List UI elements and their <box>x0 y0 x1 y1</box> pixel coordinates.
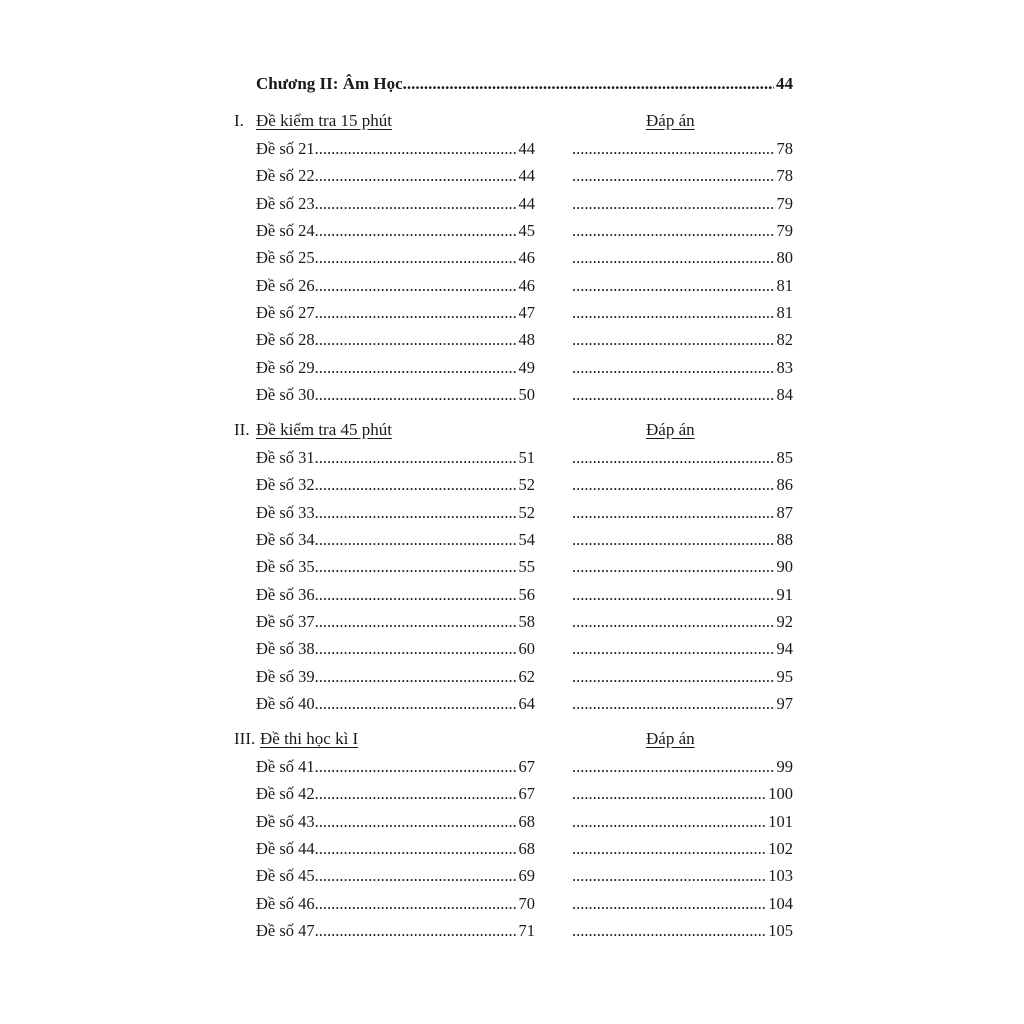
entry-page: 51 <box>518 448 535 467</box>
entry-label: Đề số 38 <box>256 639 315 659</box>
entry-label: Đề số 22 <box>256 166 315 186</box>
entry-label: Đề số 40 <box>256 694 315 714</box>
dot-leader <box>315 639 517 659</box>
dot-leader <box>315 812 517 832</box>
entry-page: 56 <box>518 584 535 604</box>
answer-entry[interactable] <box>572 921 793 947</box>
entry-label: Đề số 37 <box>256 612 315 632</box>
dot-leader <box>315 475 517 495</box>
answer-entry[interactable] <box>572 330 793 356</box>
toc-entry[interactable] <box>256 448 535 474</box>
answer-entry[interactable] <box>572 694 793 720</box>
entry-page: 44 <box>518 193 535 213</box>
entry-page: 58 <box>518 612 535 632</box>
dot-leader <box>572 784 766 804</box>
dot-leader <box>403 74 774 94</box>
chapter-page: 44 <box>776 74 793 93</box>
toc-entry[interactable] <box>256 276 535 302</box>
entry-label: Đề số 33 <box>256 502 315 522</box>
dot-leader <box>315 221 517 241</box>
entry-label: Đề số 45 <box>256 866 315 886</box>
entry-page: 62 <box>518 666 535 686</box>
toc-entry[interactable] <box>256 667 535 693</box>
dot-leader <box>315 194 517 214</box>
dot-leader <box>572 530 775 550</box>
dot-leader <box>572 812 766 832</box>
dot-leader <box>315 866 517 886</box>
dot-leader <box>572 139 775 159</box>
toc-entry[interactable] <box>256 530 535 556</box>
entry-page: 54 <box>518 530 535 550</box>
dot-leader <box>315 894 517 914</box>
toc-entry[interactable] <box>256 303 535 329</box>
dot-leader <box>315 330 517 350</box>
answer-entry[interactable] <box>572 839 793 865</box>
toc-entry[interactable] <box>256 894 535 920</box>
entry-label: Đề số 24 <box>256 221 315 241</box>
section-title: Đề thi học kì I <box>260 729 359 748</box>
entry-page: 49 <box>518 357 535 377</box>
dot-leader <box>572 894 766 914</box>
toc-entry[interactable] <box>256 221 535 247</box>
entry-page: 44 <box>518 139 535 158</box>
dot-leader <box>315 385 517 405</box>
answer-entry[interactable] <box>572 866 793 892</box>
answer-page: 78 <box>776 139 793 158</box>
answer-entry[interactable] <box>572 612 793 638</box>
answer-page: 92 <box>776 612 793 632</box>
entry-page: 68 <box>518 839 535 859</box>
toc-entry[interactable] <box>256 557 535 583</box>
section-numeral: I. <box>234 111 244 130</box>
dot-leader <box>315 921 517 941</box>
answer-heading: Đáp án <box>646 420 695 439</box>
dot-leader <box>572 475 775 495</box>
answer-entry[interactable] <box>572 303 793 329</box>
entry-page: 46 <box>518 275 535 295</box>
answer-entry[interactable] <box>572 248 793 274</box>
dot-leader <box>572 503 775 523</box>
toc-entry[interactable] <box>256 358 535 384</box>
answer-page: 101 <box>768 811 793 831</box>
dot-leader <box>572 166 775 186</box>
answer-entry[interactable] <box>572 139 793 165</box>
answer-page: 90 <box>776 557 793 577</box>
answer-page: 99 <box>776 757 793 776</box>
entry-label: Đề số 43 <box>256 811 315 831</box>
answer-page: 100 <box>768 784 793 804</box>
answer-entry[interactable] <box>572 894 793 920</box>
chapter-title: Chương II: Âm Học <box>256 74 403 93</box>
answer-page: 102 <box>768 839 793 859</box>
dot-leader <box>572 221 775 241</box>
answer-entry[interactable] <box>572 385 793 411</box>
entry-label: Đề số 21 <box>256 139 315 158</box>
entry-label: Đề số 32 <box>256 475 315 495</box>
section-numeral: II. <box>234 420 250 439</box>
dot-leader <box>315 448 517 468</box>
dot-leader <box>572 757 775 777</box>
dot-leader <box>572 585 775 605</box>
section-heading-2[interactable] <box>234 420 392 444</box>
dot-leader <box>572 557 775 577</box>
answer-entry[interactable] <box>572 585 793 611</box>
dot-leader <box>572 385 775 405</box>
entry-label: Đề số 31 <box>256 448 315 467</box>
answer-entry[interactable] <box>572 448 793 474</box>
toc-entry[interactable] <box>256 639 535 665</box>
dot-leader <box>315 757 517 777</box>
dot-leader <box>315 139 517 159</box>
entry-page: 46 <box>518 248 535 268</box>
dot-leader <box>315 839 517 859</box>
dot-leader <box>572 866 766 886</box>
toc-entry[interactable] <box>256 784 535 810</box>
entry-label: Đề số 25 <box>256 248 315 268</box>
toc-entry[interactable] <box>256 921 535 947</box>
entry-label: Đề số 30 <box>256 385 315 405</box>
toc-entry[interactable] <box>256 612 535 638</box>
toc-entry[interactable] <box>256 194 535 220</box>
answer-page: 82 <box>776 330 793 350</box>
answer-entry[interactable] <box>572 166 793 192</box>
dot-leader <box>572 276 775 296</box>
dot-leader <box>315 557 517 577</box>
dot-leader <box>315 612 517 632</box>
answer-page: 83 <box>776 357 793 377</box>
dot-leader <box>572 921 766 941</box>
entry-page: 45 <box>518 221 535 241</box>
dot-leader <box>315 248 517 268</box>
answer-entry[interactable] <box>572 358 793 384</box>
entry-label: Đề số 39 <box>256 666 315 686</box>
dot-leader <box>572 639 775 659</box>
toc-entry[interactable] <box>256 139 535 165</box>
answer-page: 105 <box>768 921 793 941</box>
dot-leader <box>572 667 775 687</box>
chapter-heading[interactable] <box>256 74 793 100</box>
section-title: Đề kiểm tra 15 phút <box>256 111 392 130</box>
answer-page: 87 <box>776 502 793 522</box>
entry-label: Đề số 41 <box>256 757 315 776</box>
answer-page: 84 <box>776 385 793 405</box>
entry-label: Đề số 34 <box>256 530 315 550</box>
entry-label: Đề số 27 <box>256 303 315 323</box>
answer-page: 81 <box>776 275 793 295</box>
answer-page: 81 <box>776 303 793 323</box>
dot-leader <box>315 694 517 714</box>
answer-entry[interactable] <box>572 812 793 838</box>
dot-leader <box>315 585 517 605</box>
entry-page: 44 <box>518 166 535 186</box>
answer-page: 91 <box>776 584 793 604</box>
toc-entry[interactable] <box>256 812 535 838</box>
toc-entry[interactable] <box>256 248 535 274</box>
answer-page: 78 <box>776 166 793 186</box>
dot-leader <box>572 448 775 468</box>
answer-page: 95 <box>776 666 793 686</box>
entry-page: 60 <box>518 639 535 659</box>
entry-label: Đề số 29 <box>256 357 315 377</box>
entry-page: 52 <box>518 475 535 495</box>
dot-leader <box>572 839 766 859</box>
entry-label: Đề số 46 <box>256 893 315 913</box>
entry-page: 48 <box>518 330 535 350</box>
entry-label: Đề số 35 <box>256 557 315 577</box>
answer-page: 94 <box>776 639 793 659</box>
dot-leader <box>572 303 775 323</box>
entry-page: 50 <box>518 385 535 405</box>
entry-label: Đề số 42 <box>256 784 315 804</box>
entry-page: 71 <box>518 921 535 941</box>
dot-leader <box>572 248 775 268</box>
dot-leader <box>315 276 517 296</box>
answer-page: 79 <box>776 221 793 241</box>
entry-label: Đề số 47 <box>256 921 315 941</box>
entry-label: Đề số 26 <box>256 275 315 295</box>
answer-entry[interactable] <box>572 503 793 529</box>
answer-entry[interactable] <box>572 639 793 665</box>
answer-heading: Đáp án <box>646 729 695 748</box>
answer-entry[interactable] <box>572 557 793 583</box>
dot-leader <box>315 303 517 323</box>
entry-label: Đề số 36 <box>256 584 315 604</box>
answer-page: 80 <box>776 248 793 268</box>
toc-entry[interactable] <box>256 585 535 611</box>
entry-page: 52 <box>518 502 535 522</box>
answer-page: 88 <box>776 530 793 550</box>
answer-entry[interactable] <box>572 784 793 810</box>
answer-entry[interactable] <box>572 276 793 302</box>
entry-label: Đề số 28 <box>256 330 315 350</box>
toc-entry[interactable] <box>256 330 535 356</box>
entry-page: 69 <box>518 866 535 886</box>
answer-page: 104 <box>768 893 793 913</box>
answer-page: 85 <box>776 448 793 467</box>
answer-entry[interactable] <box>572 194 793 220</box>
dot-leader <box>572 612 775 632</box>
dot-leader <box>572 330 775 350</box>
entry-page: 70 <box>518 893 535 913</box>
dot-leader <box>315 667 517 687</box>
answer-page: 103 <box>768 866 793 886</box>
toc-entry[interactable] <box>256 503 535 529</box>
toc-entry[interactable] <box>256 166 535 192</box>
toc-entry[interactable] <box>256 866 535 892</box>
dot-leader <box>315 784 517 804</box>
entry-page: 64 <box>518 694 535 714</box>
entry-page: 47 <box>518 303 535 323</box>
answer-entry[interactable] <box>572 757 793 783</box>
answer-page: 97 <box>776 694 793 714</box>
toc-entry[interactable] <box>256 385 535 411</box>
dot-leader <box>315 358 517 378</box>
entry-page: 67 <box>518 757 535 776</box>
answer-page: 79 <box>776 193 793 213</box>
answer-heading: Đáp án <box>646 111 695 130</box>
toc-entry[interactable] <box>256 839 535 865</box>
section-heading-1[interactable] <box>234 111 392 135</box>
dot-leader <box>572 194 775 214</box>
entry-page: 68 <box>518 811 535 831</box>
section-heading-3[interactable] <box>234 729 358 753</box>
dot-leader <box>572 358 775 378</box>
dot-leader <box>315 166 517 186</box>
entry-page: 67 <box>518 784 535 804</box>
entry-label: Đề số 44 <box>256 839 315 859</box>
section-title: Đề kiểm tra 45 phút <box>256 420 392 439</box>
answer-entry[interactable] <box>572 530 793 556</box>
answer-entry[interactable] <box>572 221 793 247</box>
answer-entry[interactable] <box>572 475 793 501</box>
dot-leader <box>315 530 517 550</box>
dot-leader <box>315 503 517 523</box>
answer-entry[interactable] <box>572 667 793 693</box>
section-numeral: III. <box>234 729 256 748</box>
entry-label: Đề số 23 <box>256 193 315 213</box>
toc-entry[interactable] <box>256 475 535 501</box>
entry-page: 55 <box>518 557 535 577</box>
dot-leader <box>572 694 775 714</box>
answer-page: 86 <box>776 475 793 495</box>
toc-entry[interactable] <box>256 694 535 720</box>
toc-entry[interactable] <box>256 757 535 783</box>
